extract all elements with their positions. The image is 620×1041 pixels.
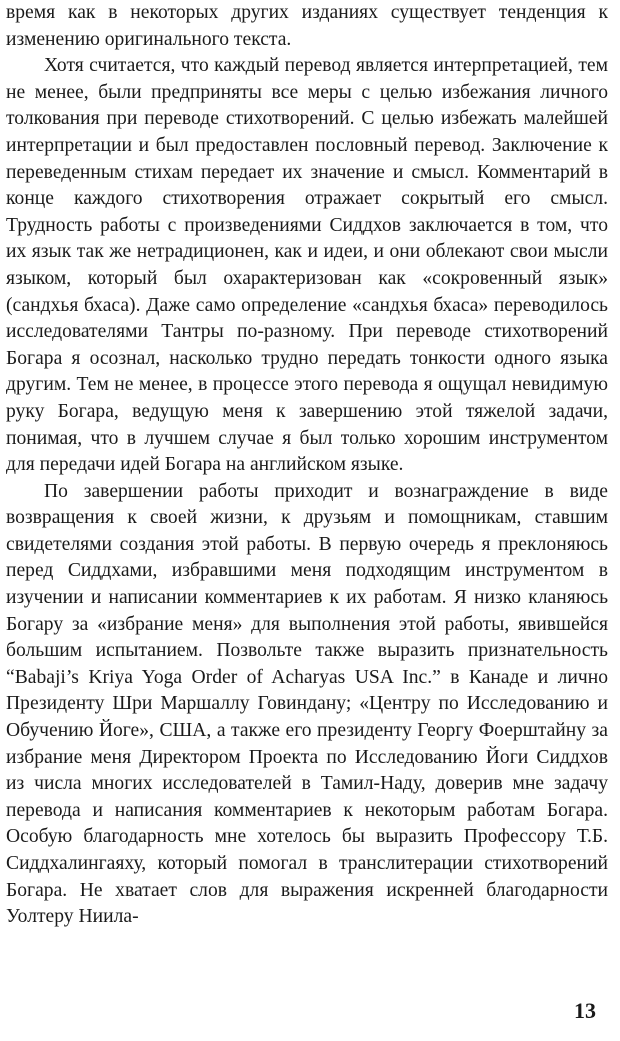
page-number: 13 (574, 998, 596, 1023)
paragraph-translation: Хотя считается, что каждый перевод является интерпретацией, тем не менее, были предприняты все меры с целью избежания личного толкования при переводе стихотворений. С целью избежать малейшей интерпретации и был предоставлен пословный перевод. Заключение к переведенным стихам передает их значение и смысл. Комментарий в конце каждого стихотворения отражает сокрытый его смысл. Трудность работы с произведениями Сиддхов заключается в том, что их язык так же нетрадиционен, как и идеи, и они облекают свои мысли языком, который был охарактеризован как «сокровенный язык» (сандхья бхаса). Даже само определение «сандхья бхаса» переводилось исследователями Тантры по-разному. При переводе стихотворений Богара я осознал, насколько трудно передать тонкости одного языка другим. Тем не менее, в процессе этого перевода я ощущал невидимую руку Богара, ведущую меня к завершению этой тяжелой задачи, понимая, что в лучшем случае я был только хорошим инструментом для передачи идей Богара на английском языке. (6, 55, 608, 476)
paragraph-acknowledgements: По завершении работы приходит и вознаграждение в виде возвращения к своей жизни, к друзьям и помощникам, ставшим свидетелями создания этой работы. В первую очередь я преклоняюсь перед Сиддхами, избравшими меня подходящим инструментом в изучении и написании комментариев к их работам. Я низко кланяюсь Богару за «избрание меня» для выполнения этой работы, явившейся большим испытанием. Позвольте также выразить признательность “Babaji’s Kriya Yoga Order of Acharyas USA Inc.” в Канаде и лично Президенту Шри Маршаллу Говиндану; «Центру по Исследованию и Обучению Йоге», США, а также его президенту Георгу Фоерштайну за избрание меня Директором Проекта по Исследованию Йоги Сиддхов из числа многих исследователей в Тамил-Наду, доверив мне задачу перевода и написания комментариев к некоторым работам Богара. Особую благодарность мне хотелось бы выразить Профессору Т.Б. Сиддхалингаяху, который помогал в транслитерации стихотворений Богара. Не хватает слов для выражения искренней благодарности Уолтеру Ниила- (6, 480, 608, 928)
body-text (6, 0, 608, 931)
paragraph-continuation: время как в некоторых других изданиях существует тенденция к изменению оригинального текста. (6, 2, 608, 50)
book-page (6, 0, 608, 1041)
